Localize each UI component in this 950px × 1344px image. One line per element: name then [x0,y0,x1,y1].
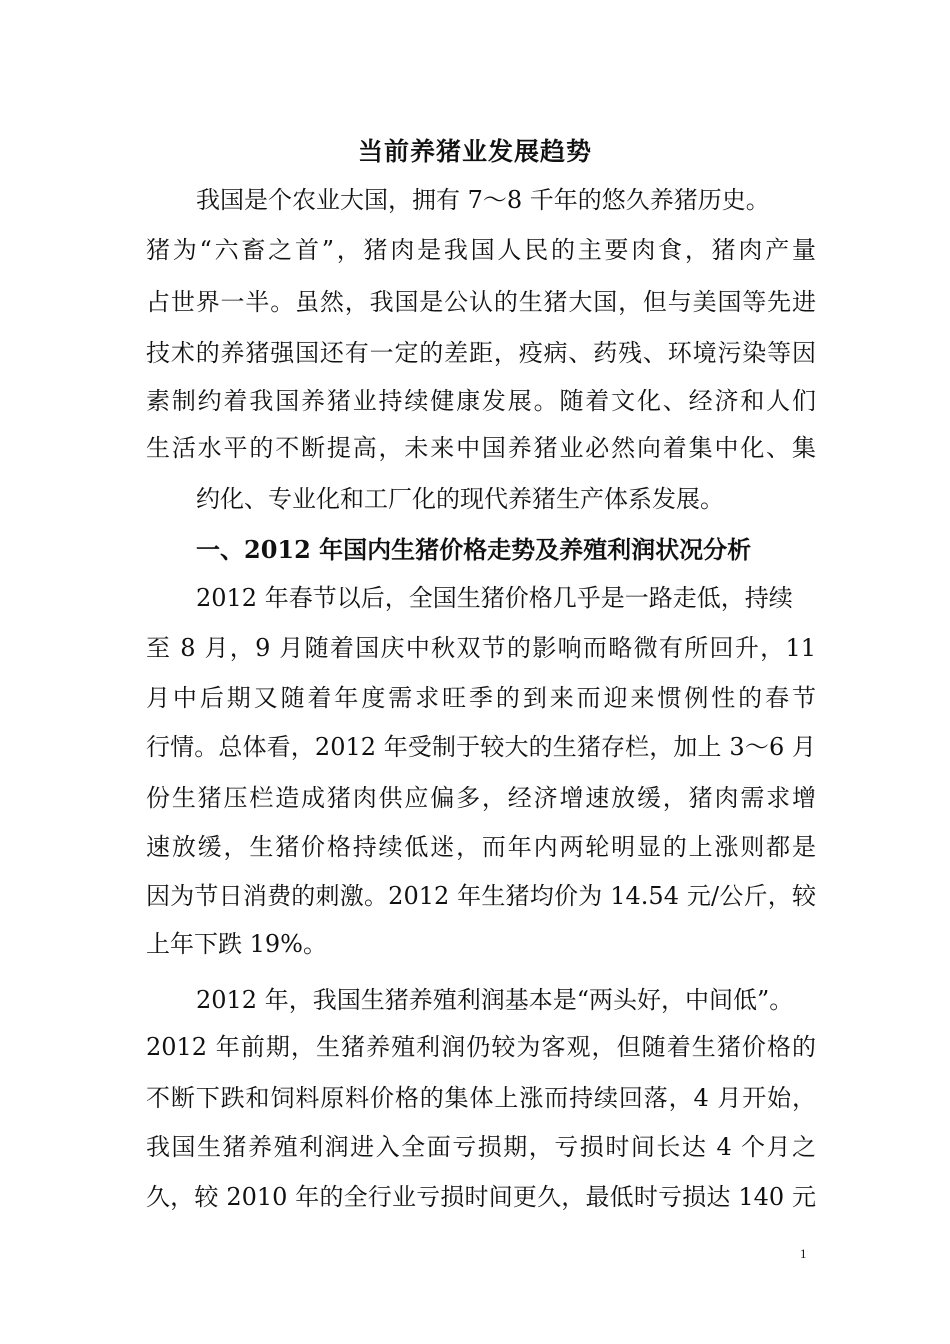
paragraph-line: 我国是个农业大国，拥有 7～8 千年的悠久养猪历史。 [196,186,770,214]
paragraph-line: 生活水平的不断提高，未来中国养猪业必然向着集中化、集 [146,434,816,462]
paragraph-line: 2012 年，我国生猪养殖利润基本是“两头好，中间低”。 [196,986,794,1014]
paragraph-line: 速放缓，生猪价格持续低迷，而年内两轮明显的上涨则都是 [146,833,816,861]
paragraph-line: 上年下跌 19%。 [146,930,327,958]
section-heading: 一、2012 年国内生猪价格走势及养殖利润状况分析 [196,535,752,564]
paragraph-line: 约化、专业化和工厂化的现代养猪生产体系发展。 [196,485,724,513]
page-title: 当前养猪业发展趋势 [357,137,592,166]
paragraph-line: 素制约着我国养猪业持续健康发展。随着文化、经济和人们 [146,387,816,415]
paragraph-line: 久，较 2010 年的全行业亏损时间更久，最低时亏损达 140 元 [146,1183,816,1211]
paragraph-line: 占世界一半。虽然，我国是公认的生猪大国，但与美国等先进 [146,288,816,316]
paragraph-line: 因为节日消费的刺激。2012 年生猪均价为 14.54 元/公斤，较 [146,882,816,910]
paragraph-line: 我国生猪养殖利润进入全面亏损期，亏损时间长达 4 个月之 [146,1133,816,1161]
paragraph-line: 猪为“六畜之首”，猪肉是我国人民的主要肉食，猪肉产量 [146,236,816,264]
paragraph-line: 技术的养猪强国还有一定的差距，疫病、药残、环境污染等因 [146,339,816,367]
paragraph-line: 2012 年春节以后，全国生猪价格几乎是一路走低，持续 [196,584,793,612]
paragraph-line: 月中后期又随着年度需求旺季的到来而迎来惯例性的春节 [146,684,816,712]
page-number: 1 [800,1246,807,1261]
paragraph-line: 至 8 月，9 月随着国庆中秋双节的影响而略微有所回升，11 [146,634,816,662]
paragraph-line: 不断下跌和饲料原料价格的集体上涨而持续回落，4 月开始， [146,1084,816,1112]
paragraph-line: 行情。总体看，2012 年受制于较大的生猪存栏，加上 3～6 月 [146,733,816,761]
paragraph-line: 份生猪压栏造成猪肉供应偏多，经济增速放缓，猪肉需求增 [146,784,816,812]
paragraph-line: 2012 年前期，生猪养殖利润仍较为客观，但随着生猪价格的 [146,1033,816,1061]
